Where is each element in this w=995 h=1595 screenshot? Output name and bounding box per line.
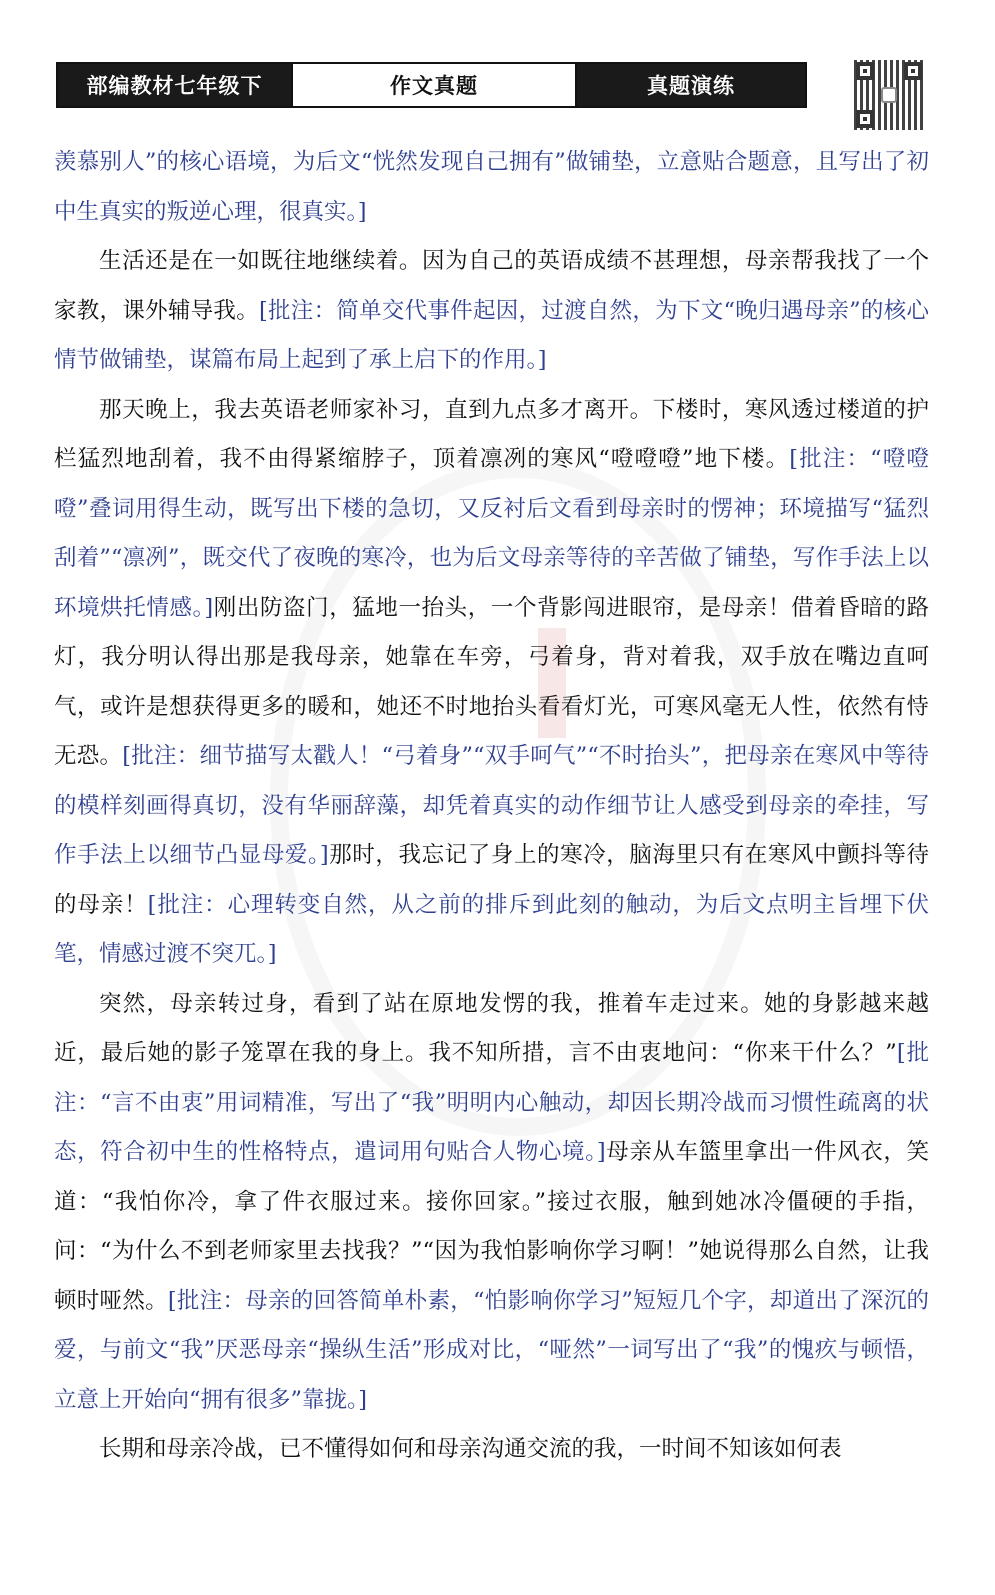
essay-text: 那天晚上，我去英语老师家补习，直到九点多才离开。下楼时，寒风透过楼道的护栏猛烈地刮着，我不由得紧缩脖子，顶着凛冽的寒风“噔噔噔”地下楼。 (54, 396, 929, 472)
header-practice-label: 真题演练 (577, 64, 805, 106)
essay-text: 母亲从车篮里拿出一件风衣，笑道：“我怕你冷，拿了件衣服过来。接你回家。”接过衣服，触到她冰冷僵硬的手指，问：“为什么不到老师家里去找我？”“因为我怕影响你学习啊！”她说得那么自然，让我顿时哑然。 (54, 1139, 929, 1314)
header-textbook-label: 部编教材七年级下 (58, 64, 291, 106)
essay-text: 长期和母亲冷战，已不懂得如何和母亲沟通交流的我，一时间不知该如何表 (99, 1436, 842, 1462)
qr-code-icon (854, 60, 924, 130)
essay-paragraph (54, 980, 929, 1426)
annotation-text: [批注：“言不由衷”用词精准，写出了“我”明明内心触动，却因长期冷战而习惯性疏离的状态，符合初中生的性格特点，遣词用句贴合人物心境。] (54, 1040, 929, 1165)
annotation-text: [批注：“噔噔噔”叠词用得生动，既写出下楼的急切，又反衬后文看到母亲时的愣神；环境描写“猛烈刮着”“凛冽”，既交代了夜晚的寒冷，也为后文母亲等待的辛苦做了铺垫，写作手法上以环境烘托情感。] (54, 446, 929, 621)
essay-text: 突然，母亲转过身，看到了站在原地发愣的我，推着车走过来。她的身影越来越近，最后她的影子笼罩在我的身上。我不知所措，言不由衷地问：“你来干什么？” (54, 990, 929, 1066)
essay-paragraph (54, 237, 929, 386)
header-section-title: 作文真题 (291, 64, 577, 106)
essay-body (54, 138, 929, 1475)
annotation-text: [批注：简单交代事件起因，过渡自然，为下文“晚归遇母亲”的核心情节做铺垫，谋篇布局上起到了承上启下的作用。] (54, 297, 929, 373)
annotation-text: [批注：母亲的回答简单朴素，“怕影响你学习”短短几个字，却道出了深沉的爱，与前文“我”厌恶母亲“操纵生活”形成对比，“哑然”一词写出了“我”的愧疚与顿悟，立意上开始向“拥有很多”靠拢。] (54, 1287, 929, 1413)
essay-paragraph (54, 138, 929, 237)
essay-text: 生活还是在一如既往地继续着。因为自己的英语成绩不甚理想，母亲帮我找了一个家教，课外辅导我。 (54, 248, 929, 324)
essay-text: 刚出防盗门，猛地一抬头，一个背影闯进眼帘，是母亲！借着昏暗的路灯，我分明认得出那是我母亲，她靠在车旁，弓着身，背对着我，双手放在嘴边直呵气，或许是想获得更多的暖和，她还不时地抬头看看灯光，可寒风毫无人性，依然有恃无恐。 (54, 594, 929, 769)
essay-paragraph (54, 386, 929, 980)
annotation-text: [批注：细节描写太戳人！“弓着身”“双手呵气”“不时抬头”，把母亲在寒风中等待的模样刻画得真切，没有华丽辞藻，却凭着真实的动作细节让人感受到母亲的牵挂，写作手法上以细节凸显母爱。] (54, 743, 929, 868)
annotation-text: [批注：心理转变自然，从之前的排斥到此刻的触动，为后文点明主旨埋下伏笔，情感过渡不突兀。] (54, 891, 929, 967)
essay-paragraph (54, 1425, 929, 1475)
essay-text: 那时，我忘记了身上的寒冷，脑海里只有在寒风中颤抖等待的母亲！ (54, 842, 929, 918)
annotation-text: 羡慕别人”的核心语境，为后文“恍然发现自己拥有”做铺垫，立意贴合题意，且写出了初中生真实的叛逆心理，很真实。] (54, 149, 929, 225)
page-header (56, 62, 807, 108)
